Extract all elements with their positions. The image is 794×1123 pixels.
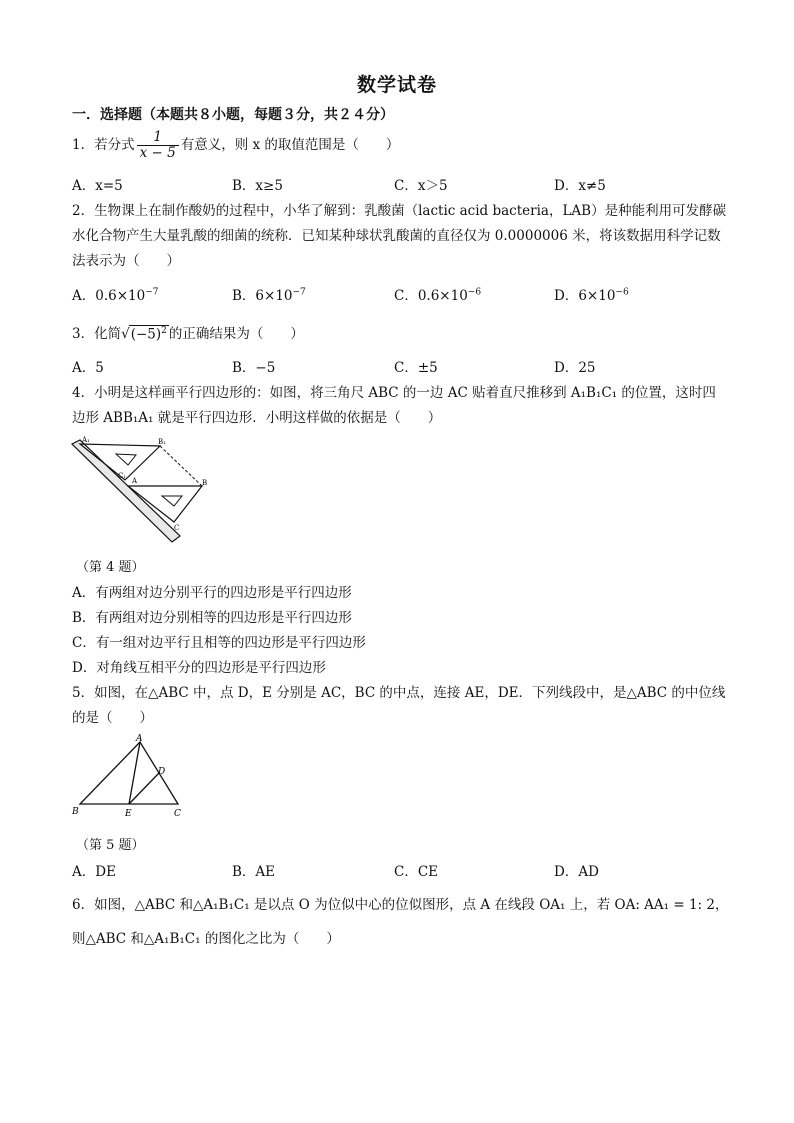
q4-line-2: 边形 ABB₁A₁ 就是平行四边形．小明这样做的依据是（ ） [72,410,442,426]
q1-option-b: B．x≥5 [232,178,283,194]
q4-caption: （第 4 题） [76,560,145,575]
q2-option-d [554,284,629,304]
q3-suffix: 的正确结果为（ ） [168,326,304,342]
q5-option-b: B．AE [232,864,276,880]
q3-radicand-base: (−5) [130,326,162,342]
label-a: A [136,734,143,744]
q4-line-1: 4．小明是这样画平行四边形的：如图，将三角尺 ABC 的一边 AC 贴着直尺推移到 A₁B₁C₁ 的位置，这时四 [72,385,716,401]
q4-figure [70,436,215,546]
q2-option-d-base: D．6×10 [554,288,616,304]
q2-option-a [72,284,159,304]
q3-option-d: D．25 [554,360,596,376]
q2-option-a-exp: −7 [145,287,159,298]
question-3 [72,322,304,342]
page-title: 数学试卷 [356,74,437,96]
q1-suffix: 有意义，则 x 的取值范围是（ ） [180,137,400,153]
label-d: D [158,767,166,777]
q5-figure [70,732,190,824]
q2-option-c [394,284,481,304]
q5-option-a: A．DE [72,864,116,880]
label-b1: B₁ [158,438,166,446]
q2-option-c-exp: −6 [467,287,482,298]
q1-prefix: 1．若分式 [72,137,135,153]
label-c1: C₁ [118,472,127,480]
q2-option-a-base: A．0.6×10 [72,288,146,304]
triangle-abc-inner [162,496,182,506]
label-c: C [174,809,181,819]
q2-option-c-base: C．0.6×10 [394,288,468,304]
dashed-b1b [160,446,202,486]
section-heading: 一．选择题（本题共８小题，每题３分，共２４分） [72,107,394,123]
q5-option-d: D．AD [554,864,599,880]
q4-option-b: B．有两组对边分别相等的四边形是平行四边形 [72,610,352,626]
ruler-shape [72,440,180,542]
q5-caption: （第 5 题） [76,838,145,853]
q2-line-2: 水化合物产生大量乳酸的细菌的统称．已知某种球状乳酸菌的直径仅为 0.0000006 米，将该数据用科学记数 [72,228,721,244]
q5-line-1: 5．如图，在△ABC 中，点 D，E 分别是 AC，BC 的中点，连接 AE，DE．下列线段中，是△ABC 的中位线 [72,685,726,701]
q4-option-c: C．有一组对边平行且相等的四边形是平行四边形 [72,635,366,651]
q1-option-d: D．x≠5 [554,178,606,194]
q1-frac-numerator: 1 [137,130,179,146]
q2-option-b-base: B．6×10 [232,288,293,304]
q3-option-b: B．−5 [232,360,276,376]
question-1 [72,130,399,161]
label-c: C [174,524,180,532]
q5-option-c: C．CE [394,864,439,880]
q3-option-c: C．±5 [394,360,438,376]
label-e: E [125,809,132,819]
q1-frac-denominator: x − 5 [139,145,176,161]
q2-option-d-exp: −6 [615,287,629,298]
q2-line-3: 法表示为（ ） [72,253,180,269]
radical-sign: √ [121,326,130,342]
label-b: B [72,807,79,817]
q5-line-2: 的是（ ） [72,710,153,726]
q1-option-c: C．x＞5 [394,178,448,194]
q2-option-b [232,284,306,304]
q6-line-2: 则△ABC 和△A₁B₁C₁ 的图化之比为（ ） [72,931,340,947]
q3-option-a: A．5 [72,360,104,376]
q3-radicand-exp: 2 [161,325,167,336]
q4-option-a: A．有两组对边分别平行的四边形是平行四边形 [72,585,352,601]
q4-option-d: D．对角线互相平分的四边形是平行四边形 [72,660,326,676]
label-a: A [132,477,138,485]
label-a1: A₁ [82,436,90,444]
q2-option-b-exp: −7 [292,287,306,298]
q1-option-a: A．x=5 [72,178,123,194]
triangle-a1b1c1-inner [116,454,136,465]
q3-radicand [129,325,169,343]
q3-prefix: 3．化简 [72,326,122,342]
q1-fraction [137,130,179,161]
q6-line-1: 6．如图，△ABC 和△A₁B₁C₁ 是以点 O 为位似中心的位似图形，点 A 在线段 OA₁ 上，若 OA: AA₁ = 1: 2， [72,897,729,913]
q2-line-1: 2．生物课上在制作酸奶的过程中，小华了解到：乳酸菌（lactic acid bacteria，LAB）是种能利用可发酵碳 [72,203,727,219]
label-b: B [202,479,208,487]
